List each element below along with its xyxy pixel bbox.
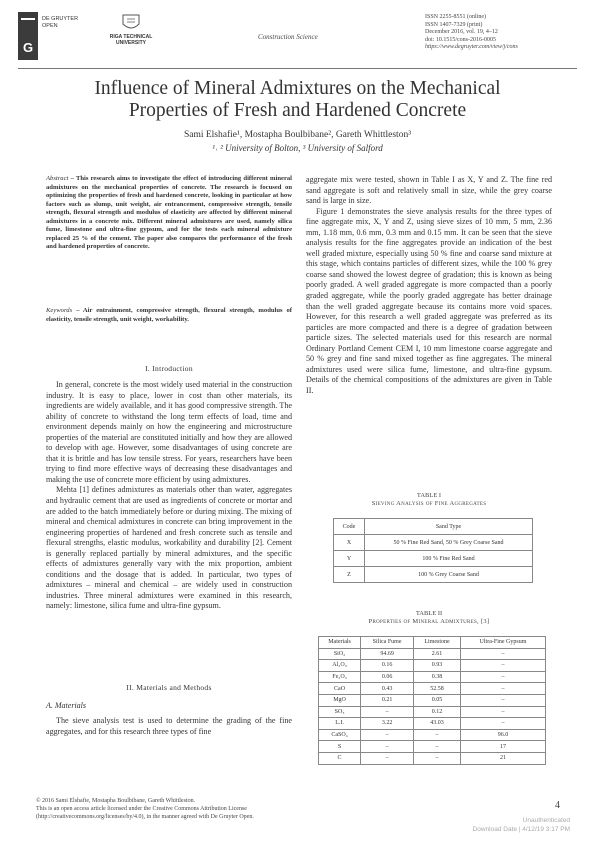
watermark-line-1: Unauthenticated (522, 817, 570, 824)
table-row (319, 741, 546, 753)
meta-issn-online: ISSN 2255-8551 (online) (425, 14, 486, 20)
table-cell: Z (334, 567, 365, 583)
table-row (319, 637, 546, 649)
page-number: 4 (555, 800, 560, 811)
table-cell: – (460, 706, 545, 718)
logo-bar-icon (21, 18, 35, 20)
table-1-title: Sieving Analysis of Fine Aggregates (371, 500, 487, 507)
meta-issue: December 2016, vol. 19, 4–12 (425, 29, 498, 36)
table-row (319, 660, 546, 672)
table-2-label: TABLE II (415, 610, 443, 617)
table-cell: – (414, 729, 461, 741)
abstract (46, 175, 292, 252)
university-line-2: UNIVERSITY (115, 40, 146, 46)
table-row (319, 729, 546, 741)
abstract-text: – This research aims to investigate the effect of introducing different mineral admixtures on the mechanical properties of concrete. The research is focused on optimizing the properties of fresh and hardened concrete, looking in particular at how factors such as slump, unit weight, air entrancement, compressive strength, tensile strength, flexural strength and modulus of elasticity are affected by different mineral admixtures in a concrete mix. Different mineral admixtures are used, namely silica fume, limestone and ultra-fine gypsum, and for the tests each mineral admixture replaced 25 % of the cement. The paper also compares the performance of the fresh and hardened properties of concrete. (46, 175, 292, 250)
publisher-name (42, 16, 78, 30)
table-row (334, 551, 533, 567)
publisher-line-1: DE GRUYTER (42, 16, 79, 22)
table-cell: 17 (460, 741, 545, 753)
university-name (101, 34, 161, 46)
table-cell: 21 (460, 752, 545, 764)
table-cell: X (334, 535, 365, 551)
table-cell: – (361, 741, 414, 753)
intro-paragraph-2: Mehta [1] defines admixtures as materials other than water, aggregates and hydraulic cement that are used as ingredients of concrete or mortar and are added to the batch immediately before or during mixing. The mixing of mineral and chemical admixtures in concrete can bring improvement in the engineering properties of hardened and fresh concrete such as tensile and flexural strengths, elastic modulus, workability and durability [2]. Cement is generally replaced partially by mineral admixtures, and the specific effects of admixtures generally vary with the mix proportion, ambient conditions and the dosage that is added. In particular, two types of admixtures – mineral and chemical – are widely used in construction industries. Three mineral admixtures were examined in this research, namely: limestone, silica fume and ultra-fine gypsum. (46, 485, 292, 611)
university-emblem-icon (120, 13, 142, 33)
table-header-cell: Silica Fume (361, 637, 414, 649)
table-header-cell: Materials (319, 637, 361, 649)
table-row (334, 519, 533, 535)
table-cell: 96.0 (460, 729, 545, 741)
table-row (319, 706, 546, 718)
table-header-cell: Ultra-Fine Gypsum (460, 637, 545, 649)
table-cell: 0.93 (414, 660, 461, 672)
keywords (46, 307, 292, 324)
table-cell: SiO₂ (319, 648, 361, 660)
meta-url[interactable]: https://www.degruyter.com/view/j/cons (425, 44, 518, 51)
table-cell: – (414, 752, 461, 764)
table-cell: L.I. (319, 718, 361, 730)
affiliations: ¹˒ ² University of Bolton, ³ University of Salford (212, 143, 383, 153)
table-cell: 100 % Grey Coarse Sand (365, 567, 533, 583)
table-cell: MgO (319, 694, 361, 706)
copyright-footer (36, 798, 254, 821)
table-cell: CaO (319, 683, 361, 695)
meta-doi[interactable]: doi: 10.1515/cons-2016-0005 (425, 36, 496, 43)
table-cell: 94.69 (361, 648, 414, 660)
table-cell: 0.12 (414, 706, 461, 718)
paper-title (30, 78, 565, 122)
table-cell: – (460, 683, 545, 695)
table-cell: 52.58 (414, 683, 461, 695)
keywords-text: – Air entrainment, compressive strength, flexural strength, modulus of elasticity, tensile strength, unit weight, workability. (46, 307, 292, 323)
table-cell: 2.61 (414, 648, 461, 660)
title-line-2: Properties of Fresh and Hardened Concrete (128, 100, 467, 121)
title-line-1: Influence of Mineral Admixtures on the Mechanical (94, 78, 501, 99)
download-watermark (450, 816, 570, 834)
table-cell: CaSO₄ (319, 729, 361, 741)
table-2 (318, 636, 546, 765)
table-cell: SO₃ (319, 706, 361, 718)
keywords-label: Keywords (46, 307, 73, 314)
table-1-label: TABLE I (416, 492, 442, 499)
meta-issn-print: ISSN 1407-7329 (print) (425, 21, 483, 28)
table-row (319, 718, 546, 730)
table-cell: Al₂O₃ (319, 660, 361, 672)
table-2-title: Properties of Mineral Admixtures, [3] (368, 618, 490, 625)
table-row (319, 683, 546, 695)
table-2-caption (306, 610, 552, 626)
materials-body (46, 716, 292, 737)
section-heading-introduction: I. Introduction (145, 364, 193, 373)
table-cell: S (319, 741, 361, 753)
intro-paragraph-1: In general, concrete is the most widely used material in the construction industry. It is easy to place, lower in cost than other materials, its ingredients are widely available, and it has good compressive strength. The ability of concrete to withstand the long term effects of load, time and environment depends mainly on how the engineering and microstructure properties of the material are constituted initially and how they are allowed to develop with age. However, some disadvantages of using concrete are that it is brittle and has low tensile stress. For years, researchers have been trying to find more effective ways of decreasing these disadvantages and making the use of concrete more efficient by using admixtures. (46, 380, 292, 484)
materials-paragraph-1: The sieve analysis test is used to determine the grading of the fine aggregates, and for this research three types of fine (46, 716, 292, 736)
right-paragraph-1: Figure 1 demonstrates the sieve analysis results for the three types of fine aggregate mix, X, Y and Z, using sieve sizes of 10 mm, 5 mm, 2.36 mm, 1.18 mm, 0.6 mm, 0.3 mm and 0.15 mm. It can be seen that the sieve analysis results for the fine aggregates provide an indication of the best well graded mixture, especially using 50 % fine and coarse sand mixture at this stage, which contains particles of different sizes, while the 100 % grey coarse sand showed the lowest degree of gradation; this is known as being poorly graded. A well graded aggregate is more compacted than a poorly graded aggregate, while the poorly graded aggregate has better drainage than the well graded aggregate because its contains more void spaces. However, for this research a well graded aggregate was preferred as its particles are more compacted and there is a degree of gradation between particle sizes. The selected materials used for this research are normal Ordinary Portland Cement CEM I, 10 mm limestone coarse aggregate and 50 % grey and fine sand mixed together as fine aggregates. The mineral admixtures used were silica fume, limestone, and ultra-fine gypsum. Details of the chemical compositions of the admixtures are given in Table II. (306, 206, 552, 395)
table-cell: 50 % Fine Red Sand, 50 % Grey Coarse Sand (365, 535, 533, 551)
watermark-line-2: Download Date | 4/12/19 3:17 PM (472, 826, 570, 833)
table-row (334, 535, 533, 551)
table-cell: – (414, 741, 461, 753)
footer-line-3: (http://creativecommons.org/licenses/by/4.0), in the manner agreed with De Gruyter Open. (36, 813, 254, 820)
footer-line-1: © 2016 Sami Elshafie, Mostapha Boulbibane, Gareth Whittleston. (36, 798, 196, 804)
right-column-body (306, 175, 552, 396)
introduction-body (46, 380, 292, 612)
table-cell: 0.16 (361, 660, 414, 672)
table-cell: – (460, 660, 545, 672)
table-row (319, 671, 546, 683)
table-cell: 43.03 (414, 718, 461, 730)
table-cell: – (361, 752, 414, 764)
table-header-cell: Code (334, 519, 365, 535)
table-1-caption (306, 492, 552, 508)
table-row (334, 567, 533, 583)
table-cell: 0.43 (361, 683, 414, 695)
journal-name: Construction Science (258, 33, 318, 41)
de-gruyter-logo (18, 12, 38, 60)
table-cell: – (460, 718, 545, 730)
table-row (319, 694, 546, 706)
table-row (319, 752, 546, 764)
table-header-cell: Sand Type (365, 519, 533, 535)
table-cell: – (460, 694, 545, 706)
logo-letter: G (23, 40, 34, 55)
table-row (319, 648, 546, 660)
table-cell: – (361, 706, 414, 718)
journal-meta (425, 14, 518, 52)
subsection-heading-materials: A. Materials (46, 701, 86, 710)
table-cell: 3.22 (361, 718, 414, 730)
section-heading-methods: II. Materials and Methods (126, 683, 212, 692)
table-1 (333, 518, 533, 583)
table-cell: Y (334, 551, 365, 567)
abstract-label: Abstract (46, 175, 69, 182)
table-cell: 100 % Fine Red Sand (365, 551, 533, 567)
right-paragraph-0: aggregate mix were tested, shown in Table I as X, Y and Z. The fine red sand aggregate is soft and relatively small in size, while the grey coarse sand is large in size. (306, 175, 552, 206)
table-cell: 0.21 (361, 694, 414, 706)
author-list: Sami Elshafie¹, Mostapha Boulbibane², Gareth Whittleston³ (183, 130, 412, 140)
table-cell: 0.06 (361, 671, 414, 683)
header-divider (18, 68, 577, 69)
university-line-1: RIGA TECHNICAL (109, 34, 153, 40)
table-header-cell: Limestone (414, 637, 461, 649)
publisher-line-2: OPEN (42, 23, 58, 29)
table-cell: – (460, 648, 545, 660)
table-cell: Fe₂O₃ (319, 671, 361, 683)
table-cell: 0.38 (414, 671, 461, 683)
table-cell: 0.05 (414, 694, 461, 706)
footer-line-2: This is an open access article licensed under the Creative Commons Attribution License (36, 805, 247, 812)
table-cell: C (319, 752, 361, 764)
table-cell: – (460, 671, 545, 683)
table-cell: – (361, 729, 414, 741)
